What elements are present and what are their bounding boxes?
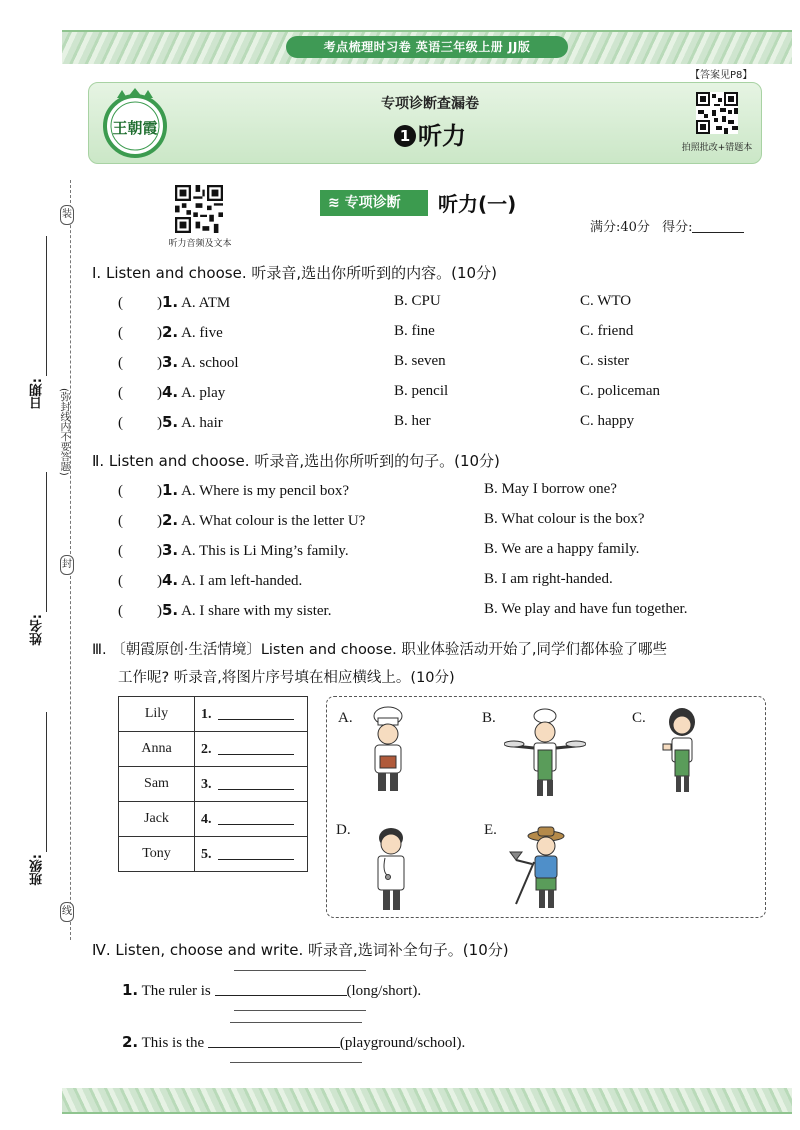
logo-text: 王朝霞 [112, 119, 158, 137]
seal-char-3: 线 [60, 902, 74, 922]
picture-label-c: C. [632, 710, 646, 726]
list-item: ( )4. A. I am left-handed. [118, 571, 303, 589]
list-item: ( )4. A. play [118, 383, 226, 401]
name-cell: Sam [119, 767, 195, 802]
farmer-figure-icon [508, 824, 574, 914]
answer-cell[interactable]: 3. [195, 767, 308, 802]
class-label: 班级: [30, 854, 45, 886]
list-item: ( )2. A. What colour is the letter U? [118, 511, 366, 529]
waiter-figure-icon [504, 708, 586, 798]
list-item: ( )1. A. Where is my pencil box? [118, 481, 350, 499]
series-banner: 考点梳理时习卷 英语三年级上册 JJ版 [286, 36, 568, 58]
option-b: B. What colour is the box? [484, 511, 645, 527]
qr-code-icon[interactable] [696, 92, 738, 134]
girl-figure-icon [660, 706, 704, 796]
section-title: 听力(一) [438, 192, 517, 216]
option-b: B. pencil [394, 383, 449, 399]
name-field[interactable] [46, 472, 47, 612]
writing-guide-line [234, 1010, 366, 1011]
title-text: 听力 [418, 122, 466, 150]
full-score: 满分:40分 [590, 220, 650, 235]
date-label: 日期: [30, 378, 45, 410]
list-item: ( )5. A. I share with my sister. [118, 601, 332, 619]
answer-blank[interactable] [218, 846, 294, 860]
seal-char-1: 装 [60, 205, 74, 225]
section1-heading: Ⅰ. Listen and choose. 听录音,选出你所听到的内容。(10分) [92, 264, 497, 282]
option-b: B. fine [394, 323, 435, 339]
option-c: C. WTO [580, 293, 632, 309]
picture-label-b: B. [482, 710, 496, 726]
picture-label-e: E. [484, 822, 497, 838]
bottom-decor-band [62, 1088, 792, 1114]
diagnosis-badge: ≋ 专项诊断 [320, 190, 428, 216]
table-row [119, 697, 308, 732]
name-cell: Lily [119, 697, 195, 732]
answer-blank[interactable] [218, 776, 294, 790]
section3-heading-line1: Ⅲ. 〔朝霞原创·生活情境〕Listen and choose. 职业体验活动开始了,同学们都体验了哪些 [92, 642, 667, 658]
list-item: ( )5. A. hair [118, 413, 223, 431]
audio-qr-caption: 听力音频及文本 [168, 239, 232, 249]
option-c: C. happy [580, 413, 635, 429]
answer-cell[interactable]: 1. [195, 697, 308, 732]
list-item: 1. The ruler is (long/short). [122, 981, 422, 999]
name-cell: Tony [119, 837, 195, 872]
section3-heading-line2: 工作呢? 听录音,将图片序号填在相应横线上。(10分) [118, 670, 455, 686]
seal-char-2: 封 [60, 555, 74, 575]
option-b: B. CPU [394, 293, 441, 309]
answer-blank[interactable] [218, 706, 294, 720]
answer-cell[interactable]: 5. [195, 837, 308, 872]
table-row [119, 732, 308, 767]
page-title [360, 116, 500, 151]
chef-figure-icon [360, 706, 416, 798]
list-item: 2. This is the (playground/school). [122, 1033, 466, 1051]
name-cell: Jack [119, 802, 195, 837]
qr-caption: 拍照批改+错题本 [681, 143, 753, 153]
option-c: C. friend [580, 323, 634, 339]
list-item: ( )3. A. This is Li Ming’s family. [118, 541, 349, 559]
name-table [118, 696, 308, 872]
audio-qr-code-icon[interactable] [175, 185, 223, 233]
option-c: C. policeman [580, 383, 660, 399]
table-row [119, 802, 308, 837]
option-b: B. seven [394, 353, 446, 369]
class-field[interactable] [46, 712, 47, 852]
answer-reference: 【答案见P8】 [690, 70, 753, 81]
score-label: 得分: [662, 220, 693, 235]
picture-label-a: A. [338, 710, 353, 726]
table-row [119, 767, 308, 802]
answer-blank[interactable] [218, 811, 294, 825]
picture-label-d: D. [336, 822, 351, 838]
answer-blank[interactable] [215, 982, 347, 996]
section4-heading: Ⅳ. Listen, choose and write. 听录音,选词补全句子。(10分) [92, 941, 509, 959]
list-item: ( )3. A. school [118, 353, 239, 371]
writing-guide-line [230, 1062, 362, 1063]
writing-guide-line [234, 970, 366, 971]
date-field[interactable] [46, 236, 47, 376]
answer-cell[interactable]: 4. [195, 802, 308, 837]
answer-cell[interactable]: 2. [195, 732, 308, 767]
option-c: C. sister [580, 353, 630, 369]
doctor-figure-icon [368, 826, 414, 914]
score-line [590, 216, 744, 235]
option-b: B. May I borrow one? [484, 481, 617, 497]
score-blank[interactable] [692, 221, 744, 233]
table-row [119, 837, 308, 872]
title-number: 1 [394, 125, 416, 147]
option-b: B. We play and have fun together. [484, 601, 688, 617]
section2-heading: Ⅱ. Listen and choose. 听录音,选出你所听到的句子。(10分) [92, 452, 500, 470]
list-item: ( )2. A. five [118, 323, 223, 341]
answer-blank[interactable] [208, 1034, 340, 1048]
name-label: 姓名: [30, 614, 45, 646]
name-cell: Anna [119, 732, 195, 767]
option-b: B. her [394, 413, 431, 429]
answer-blank[interactable] [218, 741, 294, 755]
seal-note: (弥封线内不要答题) [58, 388, 69, 476]
header-subtitle: 专项诊断查漏卷 [381, 96, 479, 112]
list-item: ( )1. A. ATM [118, 293, 231, 311]
option-b: B. I am right-handed. [484, 571, 613, 587]
writing-guide-line [230, 1022, 362, 1023]
publisher-logo [92, 88, 178, 160]
option-b: B. We are a happy family. [484, 541, 640, 557]
